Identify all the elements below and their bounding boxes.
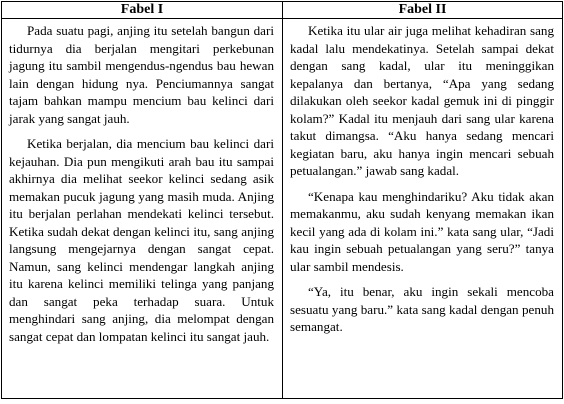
fabel-2-paragraph-3: “Ya, itu benar, aku ingin sekali mencoba sesuatu yang baru.” kata sang kadal dengan penuh semangat.	[290, 284, 554, 334]
fabel-2-paragraph-2: “Kenapa kau menghindariku? Aku tidak akan memakanmu, aku sudah kenyang memakan ikan kecil yang ada di kolam ini.” kata sang ular, “Jadi kau ingin sebuah petualangan yang seru?” tanya ular sambil mendesis.	[290, 188, 554, 274]
fabel-1-cell	[2, 19, 283, 399]
fabel-2-cell	[283, 19, 563, 399]
fabel-2-paragraph-1: Ketika itu ular air juga melihat kehadiran sang kadal lalu mendekatinya. Setelah sampai dekat dengan sang kadal, ular itu meninggikan kepalanya dan bertanya, “Apa yang sedang dilakukan oleh seekor kadal gemuk ini di pinggir kolam?” Kadal itu menjauh dari sang ular karena takut dimangsa. “Aku hanya sedang mencari kegiatan baru, aku hanya ingin mencari sebuah petualangan.” jawab sang kadal.	[290, 23, 554, 178]
fable-comparison-table	[1, 1, 563, 399]
table-header-row	[2, 2, 563, 19]
header-fabel-2: Fabel II	[283, 2, 563, 19]
table-body-row	[2, 19, 563, 399]
header-fabel-1: Fabel I	[2, 2, 283, 19]
fabel-1-paragraph-2: Ketika berjalan, dia mencium bau kelinci dari kejauhan. Dia pun mengikuti arah bau itu sampai akhirnya dia melihat seekor kelinci sedang asik memakan pucuk jagung yang masih muda. Anjing itu berjalan perlahan mendekati kelinci tersebut. Ketika sudah dekat dengan kelinci itu, sang anjing langsung mengejarnya dengan sangat cepat. Namun, sang kelinci mendengar langkah anjing itu karena kelinci memiliki telinga yang panjang dan sangat peka terhadap suara. Untuk menghindari sang anjing, dia melompat dengan sangat cepat dan lompatan kelinci itu sangat jauh.	[9, 136, 274, 344]
fabel-1-paragraph-1: Pada suatu pagi, anjing itu setelah bangun dari tidurnya dia berjalan mengitari perkebunan jagung itu sambil mengendus-ngendus bau hewan lain dengan hidung nya. Penciumannya sangat tajam bahkan mampu mencium bau kelinci dari jarak yang sangat jauh.	[9, 23, 274, 126]
